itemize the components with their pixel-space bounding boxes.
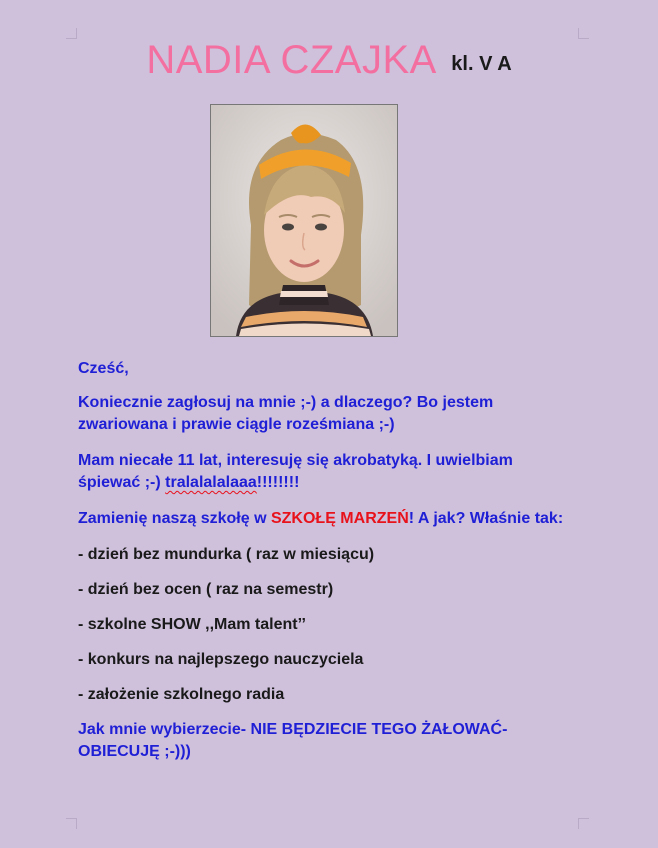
crop-mark	[66, 818, 77, 829]
crop-mark	[578, 818, 589, 829]
paragraph-about	[78, 450, 578, 494]
dream-school-highlight: SZKOŁĘ MARZEŃ	[270, 510, 409, 527]
greeting: Cześć,	[78, 360, 129, 377]
header	[0, 38, 658, 83]
class-label: kl. V A	[451, 53, 512, 75]
paragraph-promise-end: ! A jak? Właśnie tak:	[408, 510, 564, 527]
spellcheck-word: tralalalalaaa	[165, 474, 257, 491]
list-item: - szkolne SHOW ,,Mam talent’’	[78, 616, 306, 633]
list-item: - konkurs na najlepszego nauczyciela	[78, 651, 364, 668]
list-item: - założenie szkolnego radia	[78, 686, 285, 703]
paragraph-about-text: Mam niecałe 11 lat, interesuję się akrobatyką. I uwielbiam śpiewać ;-)	[78, 452, 513, 491]
list-item: - dzień bez mundurka ( raz w miesiącu)	[78, 546, 375, 563]
exclamation-marks: !!!!!!!!	[256, 474, 300, 491]
paragraph-promise-start: Zamienię naszą szkołę w	[78, 510, 271, 527]
page-title: NADIA CZAJKA	[146, 38, 437, 82]
girl-portrait-icon	[211, 105, 397, 336]
paragraph-promise	[78, 508, 578, 530]
portrait-photo	[210, 104, 398, 337]
closing-line: Jak mnie wybierzecie- NIE BĘDZIECIE TEGO ŻAŁOWAĆ- OBIECUJĘ ;-)))	[78, 721, 508, 760]
letter-body	[78, 358, 578, 777]
list-item: - dzień bez ocen ( raz na semestr)	[78, 581, 334, 598]
paragraph-intro: Koniecznie zagłosuj na mnie ;-) a dlaczego? Bo jestem zwariowana i prawie ciągle roześmiana ;-)	[78, 394, 494, 433]
